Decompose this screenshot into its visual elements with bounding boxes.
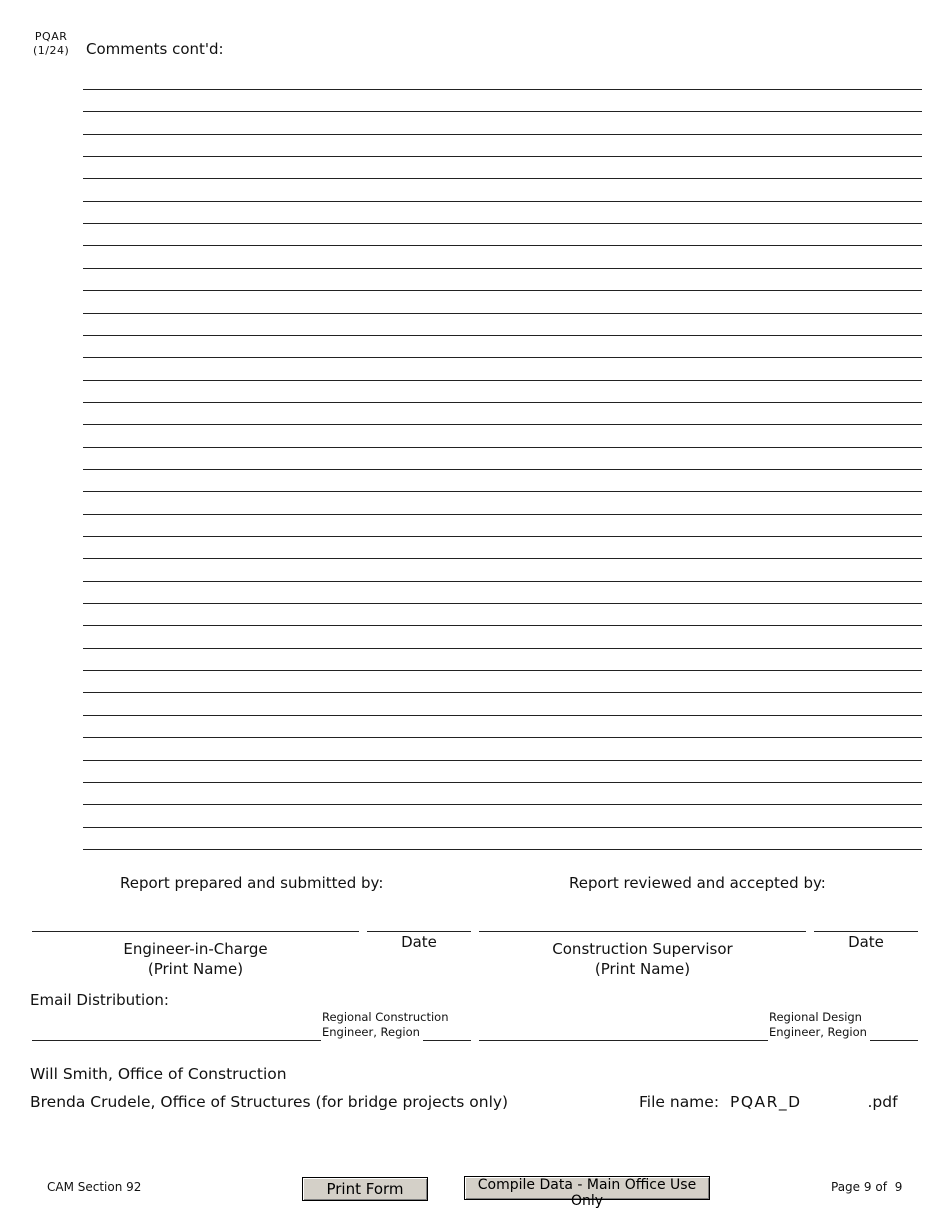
comment-line[interactable] xyxy=(83,424,922,425)
comment-line[interactable] xyxy=(83,625,922,626)
supervisor-date-label: Date xyxy=(848,933,884,951)
distribution-recipient-1: Will Smith, Office of Construction xyxy=(30,1065,287,1083)
form-revision: (1/24) xyxy=(33,44,70,57)
comment-line[interactable] xyxy=(83,715,922,716)
file-name-prefix: PQAR_D xyxy=(729,1093,802,1111)
comment-line[interactable] xyxy=(83,357,922,358)
comment-line[interactable] xyxy=(83,335,922,336)
comment-line[interactable] xyxy=(83,536,922,537)
regional-construction-label-2: Engineer, Region xyxy=(322,1025,420,1039)
comment-line[interactable] xyxy=(83,290,922,291)
comment-line[interactable] xyxy=(83,558,922,559)
engineer-role: Engineer-in-Charge xyxy=(123,940,268,958)
comment-line[interactable] xyxy=(83,245,922,246)
regional-design-caption xyxy=(769,1010,867,1040)
page-label: Page xyxy=(831,1180,861,1194)
comment-line[interactable] xyxy=(83,581,922,582)
comment-line[interactable] xyxy=(83,402,922,403)
comment-line[interactable] xyxy=(83,670,922,671)
comment-line[interactable] xyxy=(83,313,922,314)
design-region-field[interactable] xyxy=(870,1040,918,1041)
comment-line[interactable] xyxy=(83,156,922,157)
comment-line[interactable] xyxy=(83,491,922,492)
comment-line[interactable] xyxy=(83,447,922,448)
comment-line[interactable] xyxy=(83,827,922,828)
comment-line[interactable] xyxy=(83,692,922,693)
regional-design-label-2: Engineer, Region xyxy=(769,1025,867,1039)
regional-design-email-field[interactable] xyxy=(479,1040,768,1041)
regional-construction-caption xyxy=(322,1010,449,1040)
comment-line[interactable] xyxy=(83,380,922,381)
prepared-by-heading: Report prepared and submitted by: xyxy=(120,874,384,892)
page-indicator xyxy=(831,1180,902,1194)
comment-line[interactable] xyxy=(83,134,922,135)
comment-line[interactable] xyxy=(83,469,922,470)
engineer-print-name: (Print Name) xyxy=(147,960,244,978)
regional-design-label-1: Regional Design xyxy=(769,1010,862,1024)
regional-construction-label-1: Regional Construction xyxy=(322,1010,449,1024)
supervisor-signature-line[interactable] xyxy=(479,931,806,932)
email-distribution-label: Email Distribution: xyxy=(30,991,169,1009)
cam-section-label: CAM Section 92 xyxy=(47,1180,142,1194)
distribution-recipient-2: Brenda Crudele, Office of Structures (for bridge projects only) xyxy=(30,1093,509,1111)
comment-line[interactable] xyxy=(83,201,922,202)
page-total: 9 xyxy=(894,1180,903,1194)
file-name-row xyxy=(639,1093,898,1111)
reviewed-by-heading: Report reviewed and accepted by: xyxy=(569,874,826,892)
regional-construction-email-field[interactable] xyxy=(32,1040,321,1041)
comment-line[interactable] xyxy=(83,782,922,783)
comment-line[interactable] xyxy=(83,648,922,649)
engineer-date-label: Date xyxy=(401,933,437,951)
comment-line[interactable] xyxy=(83,268,922,269)
form-id xyxy=(33,30,69,58)
comment-line[interactable] xyxy=(83,178,922,179)
form-code: PQAR xyxy=(34,30,68,43)
comment-line[interactable] xyxy=(83,849,922,850)
comment-line[interactable] xyxy=(83,89,922,90)
comment-line[interactable] xyxy=(83,514,922,515)
engineer-signature-line[interactable] xyxy=(32,931,359,932)
comment-line[interactable] xyxy=(83,737,922,738)
construction-region-field[interactable] xyxy=(423,1040,471,1041)
engineer-caption xyxy=(32,939,359,979)
comments-heading: Comments cont'd: xyxy=(86,40,224,58)
print-form-button[interactable]: Print Form xyxy=(302,1177,428,1201)
comment-line[interactable] xyxy=(83,760,922,761)
compile-data-button[interactable]: Compile Data - Main Office Use Only xyxy=(464,1176,710,1200)
comment-line[interactable] xyxy=(83,603,922,604)
supervisor-caption xyxy=(479,939,806,979)
of-label: of xyxy=(875,1180,887,1194)
comment-line[interactable] xyxy=(83,111,922,112)
supervisor-role: Construction Supervisor xyxy=(552,940,733,958)
supervisor-print-name: (Print Name) xyxy=(594,960,691,978)
file-name-label: File name: xyxy=(639,1093,720,1111)
comment-line[interactable] xyxy=(83,804,922,805)
file-name-extension: .pdf xyxy=(867,1093,898,1111)
comment-line[interactable] xyxy=(83,223,922,224)
page-number: 9 xyxy=(863,1180,872,1194)
